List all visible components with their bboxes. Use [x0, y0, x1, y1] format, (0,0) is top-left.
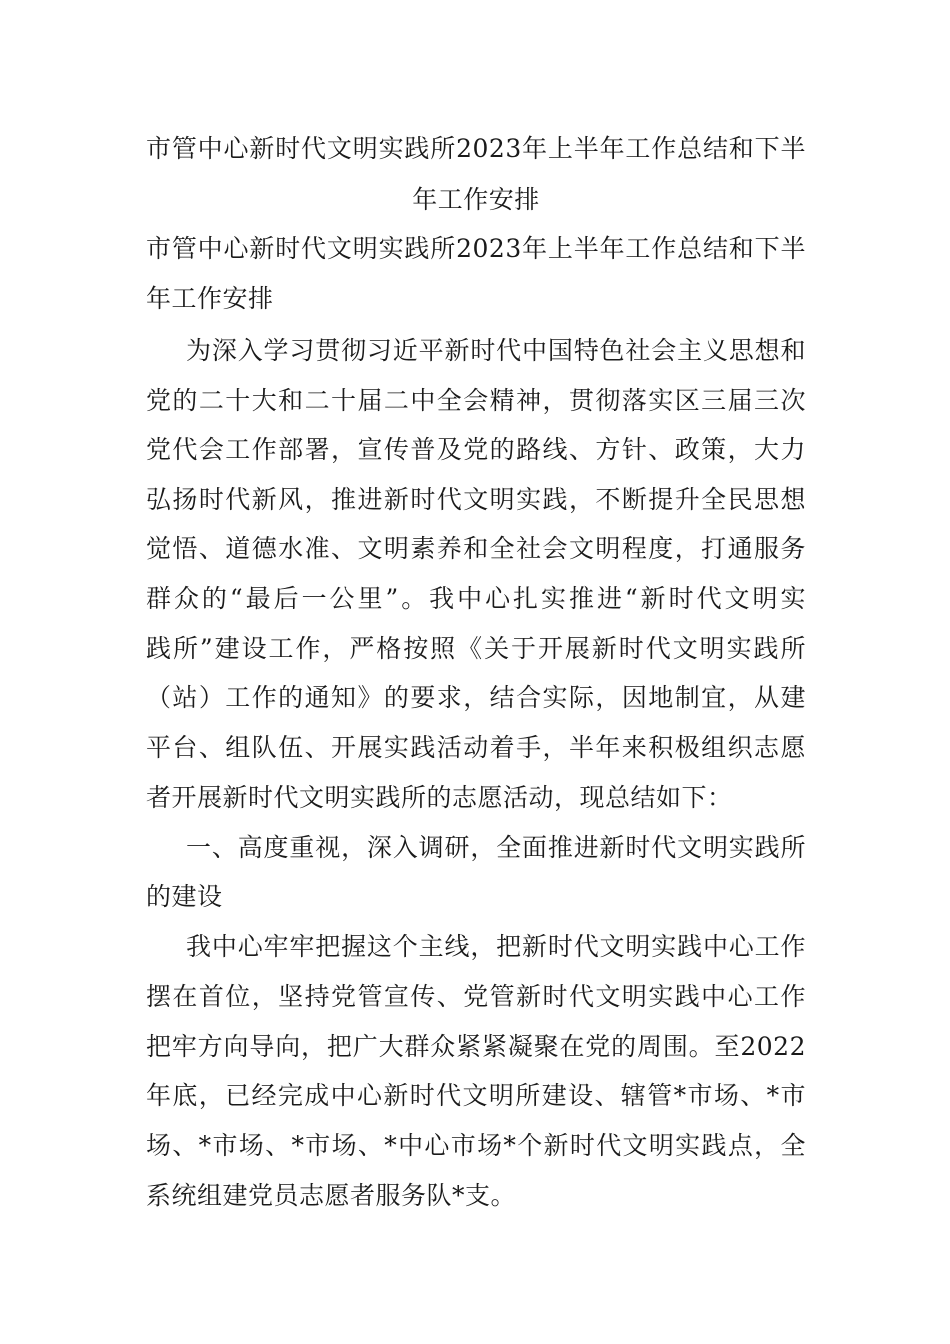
paragraph-1-line: 党代会工作部署，宣传普及党的路线、方针、政策，大力	[146, 435, 806, 464]
paragraph-2-line: 我中心牢牢把握这个主线，把新时代文明实践中心工作	[186, 932, 806, 961]
section-1-heading-line: 的建设	[146, 882, 223, 911]
paragraph-2-line: 年底，已经完成中心新时代文明所建设、辖管*市场、*市	[146, 1081, 806, 1110]
document-title-line-1: 市管中心新时代文明实践所2023年上半年工作总结和下半	[146, 134, 806, 163]
paragraph-2-line: 系统组建党员志愿者服务队*支。	[146, 1181, 517, 1210]
paragraph-1-line: 觉悟、道德水准、文明素养和全社会文明程度，打通服务	[146, 534, 806, 563]
paragraph-1-line: 平台、组队伍、开展实践活动着手，半年来积极组织志愿	[146, 733, 806, 762]
paragraph-1-line: 弘扬时代新风，推进新时代文明实践，不断提升全民思想	[146, 485, 806, 514]
paragraph-2-line: 摆在首位，坚持党管宣传、党管新时代文明实践中心工作	[146, 982, 806, 1011]
document-title-line-2: 年工作安排	[412, 185, 540, 214]
section-1-heading-line: 一、高度重视，深入调研，全面推进新时代文明实践所	[186, 833, 806, 862]
paragraph-1-line: （站）工作的通知》的要求，结合实际，因地制宜，从建	[146, 683, 806, 712]
paragraph-1-line: 为深入学习贯彻习近平新时代中国特色社会主义思想和	[186, 336, 806, 365]
document-heading-line-2: 年工作安排	[146, 284, 274, 313]
paragraph-1-line: 者开展新时代文明实践所的志愿活动，现总结如下：	[146, 783, 733, 812]
paragraph-1-line: 群众的“最后一公里”。我中心扎实推进“新时代文明实	[146, 584, 806, 613]
paragraph-2-line: 场、*市场、*市场、*中心市场*个新时代文明实践点，全	[146, 1131, 806, 1160]
paragraph-1-line: 党的二十大和二十届二中全会精神，贯彻落实区三届三次	[146, 386, 806, 415]
paragraph-1-line: 践所”建设工作，严格按照《关于开展新时代文明实践所	[146, 634, 806, 663]
paragraph-2-line: 把牢方向导向，把广大群众紧紧凝聚在党的周围。至2022	[146, 1032, 806, 1061]
document-heading-line-1: 市管中心新时代文明实践所2023年上半年工作总结和下半	[146, 234, 806, 263]
